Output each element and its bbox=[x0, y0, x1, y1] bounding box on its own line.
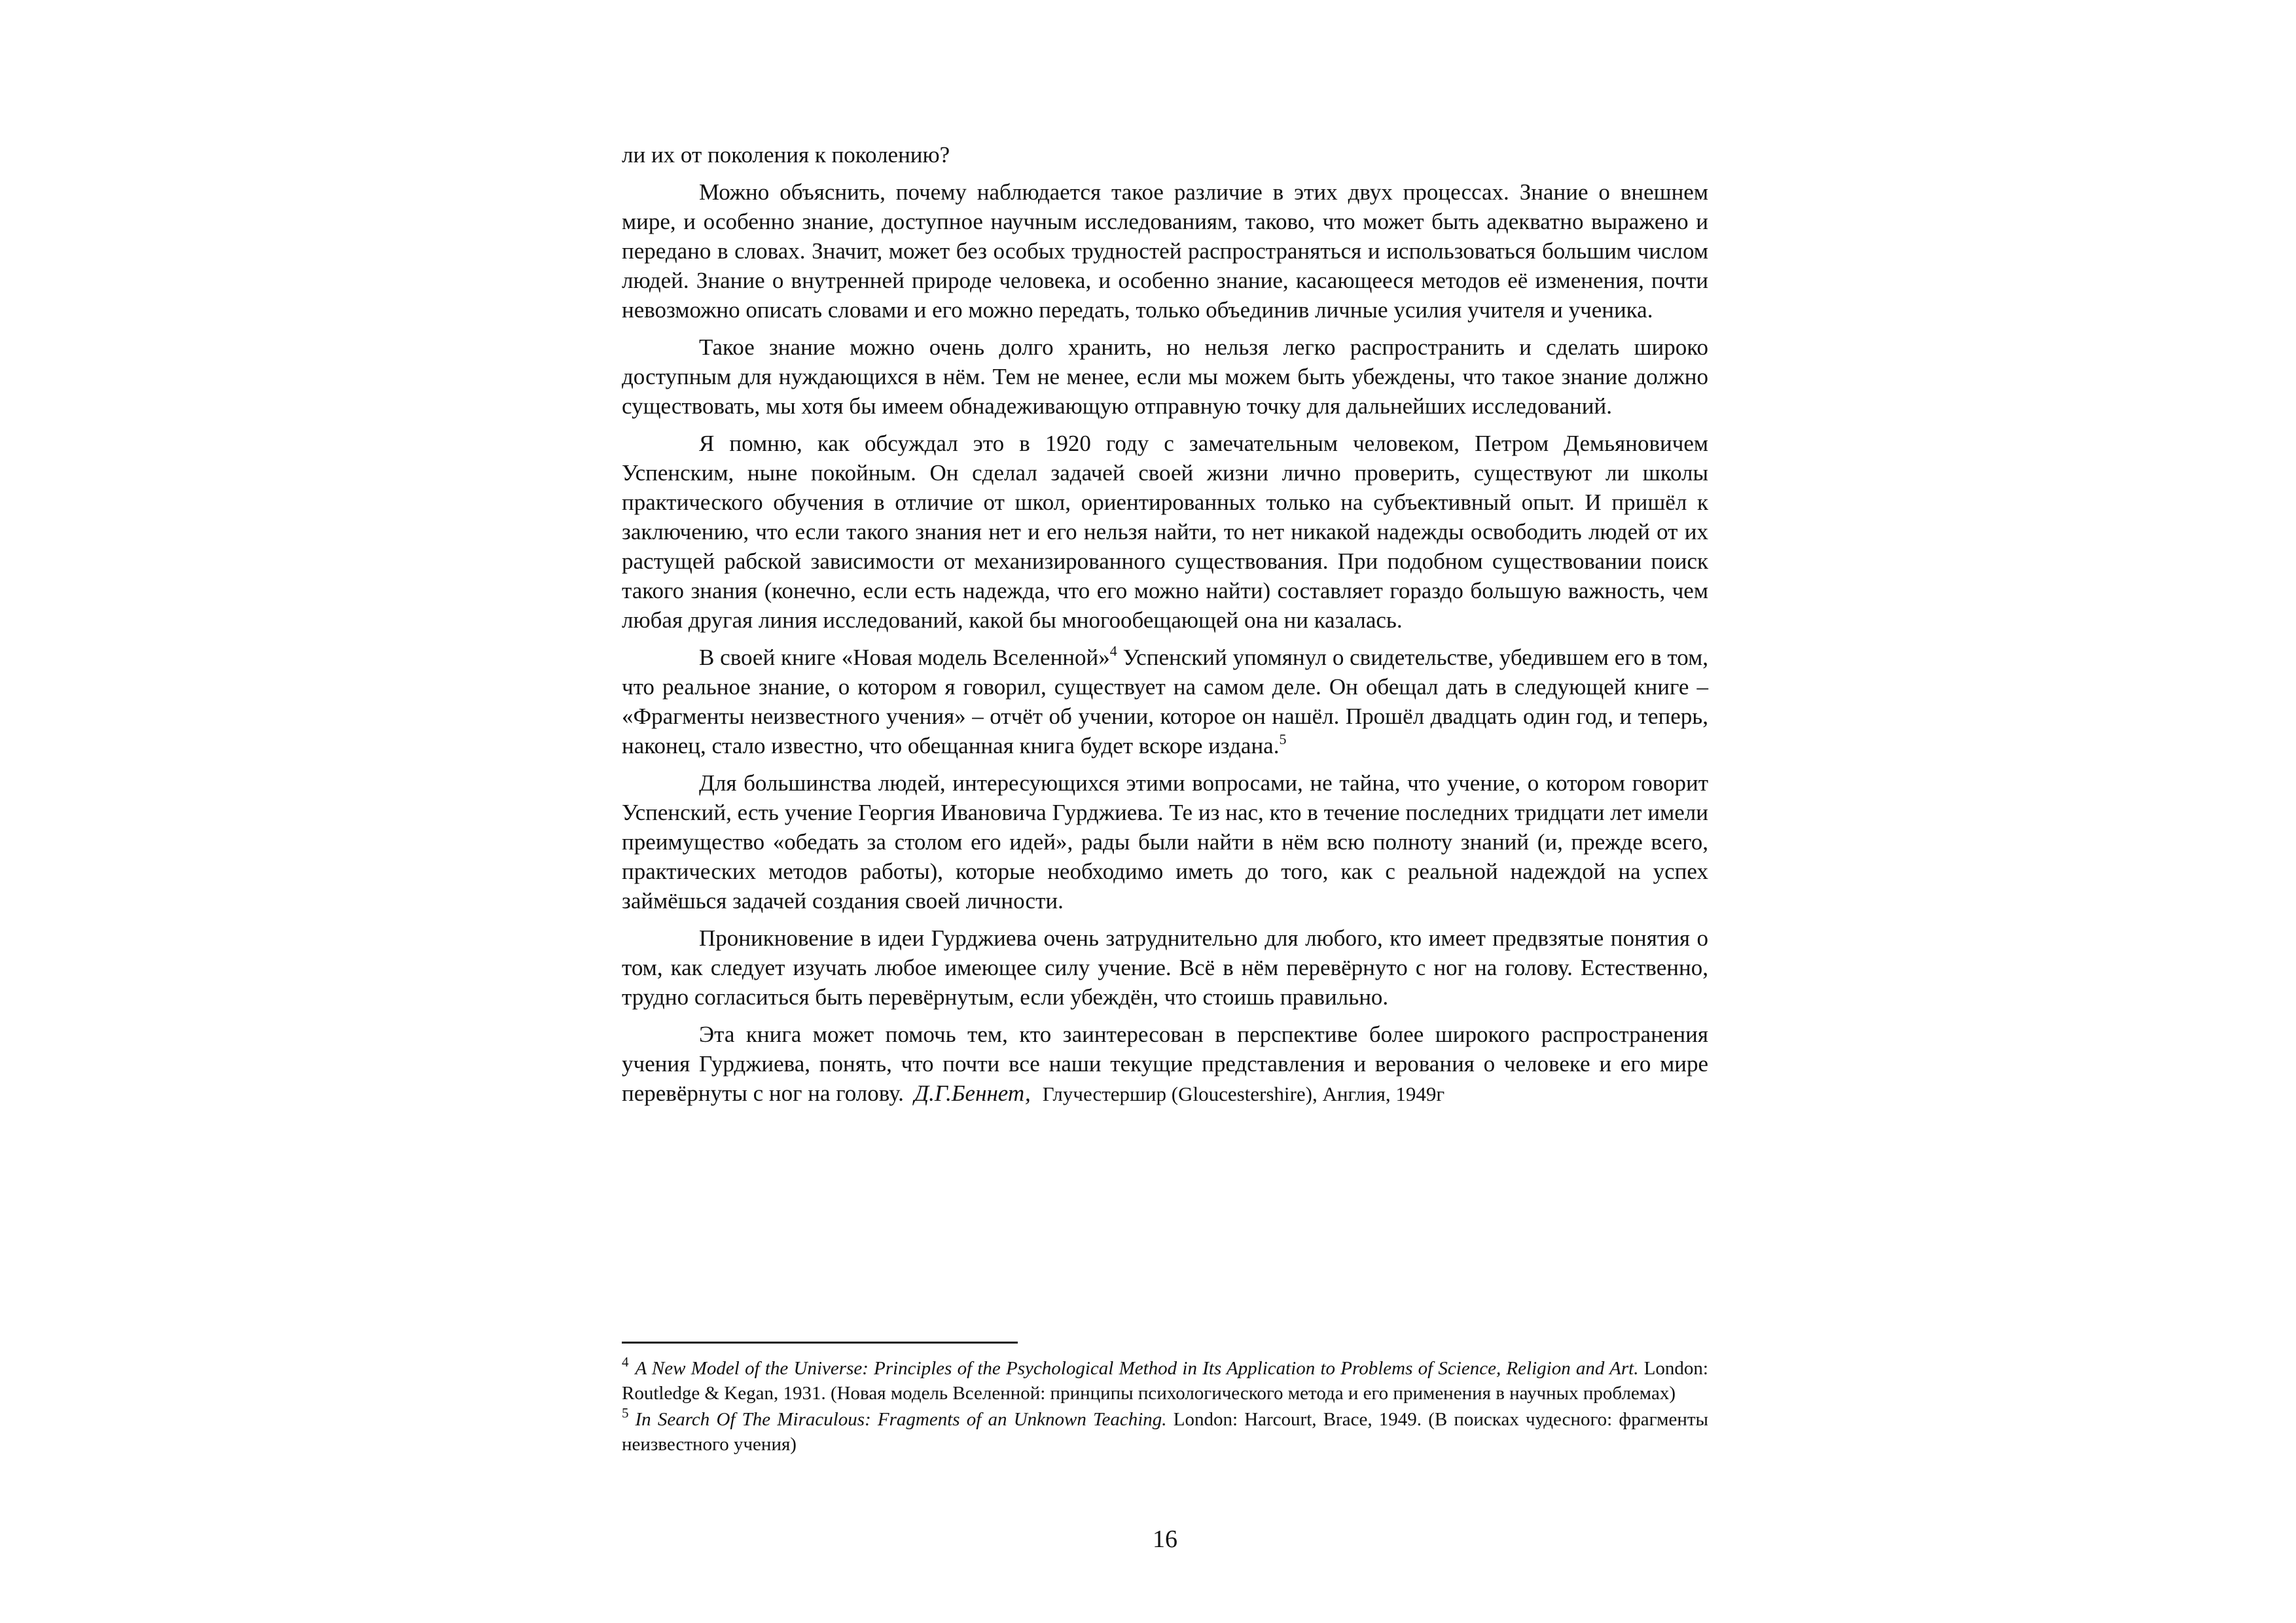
paragraph-1: ли их от поколения к поколению? bbox=[622, 142, 950, 168]
footnote-text: London: Harcourt, Brace, 1949. (В поисках чудесного: фрагменты неизвестного учения) bbox=[622, 1409, 1708, 1455]
footnote-text: London: Routledge & Kegan, 1931. (Новая модель Вселенной: принципы психологического метода и его применения в научных проблемах) bbox=[622, 1358, 1708, 1404]
paragraph-8 bbox=[622, 1020, 1708, 1109]
footnote-4 bbox=[622, 1356, 1708, 1406]
paragraph-4: Я помню, как обсуждал это в 1920 году с замечательным человеком, Петром Демьяновичем Успенским, ныне покойным. Он сделал задачей своей жизни лично проверить, существуют ли школы практического обучения в отличие от школ, ориентированных только на субъективный опыт. И пришёл к заключению, что если такого знания нет и его нельзя найти, то нет никакой надежды освободить людей от их растущей рабской зависимости от механизированного существования. При подобном существовании поиск такого знания (конечно, если есть надежда, что его можно найти) составляет гораздо большую важность, чем любая другая линия исследований, какой бы многообещающей она ни казалась. bbox=[622, 431, 1708, 633]
footnote-title: In Search Of The Miraculous: Fragments of an Unknown Teaching. bbox=[635, 1409, 1167, 1430]
signature-name: Д.Г.Беннет, bbox=[914, 1080, 1031, 1106]
paragraph-5-text-start: В своей книге «Новая модель Вселенной» bbox=[699, 645, 1110, 670]
paragraph-6: Для большинства людей, интересующихся этими вопросами, не тайна, что учение, о котором говорит Успенский, есть учение Георгия Ивановича Гурджиева. Те из нас, кто в течение последних тридцати лет имели преимущество «обедать за столом его идей», рады были найти в нём всю полноту знаний (и, прежде всего, практических методов работы), которые необходимо иметь до того, как с реальной надеждой на успех займёшься задачей создания своей личности. bbox=[622, 770, 1708, 914]
paragraph-5-text-end: Успенский упомянул о свидетельстве, убедившем его в том, что реальное знание, о котором я говорил, существует на самом деле. Он обещал дать в следующей книге – «Фрагменты неизвестного учения» – отчёт об учении, которое он нашёл. Прошёл двадцать один год, и теперь, наконец, стало известно, что обещанная книга будет вскоре издана. bbox=[622, 645, 1709, 758]
page-number: 16 bbox=[1153, 1525, 1177, 1553]
footnotes bbox=[622, 1356, 1708, 1458]
footnote-ref-5[interactable]: 5 bbox=[1279, 731, 1287, 747]
paragraph-3: Такое знание можно очень долго хранить, но нельзя легко распространить и сделать широко доступным для нуждающихся в нём. Тем не менее, если мы можем быть убеждены, что такое знание должно существовать, мы хотя бы имеем обнадеживающую отправную точку для дальнейших исследований. bbox=[622, 334, 1708, 419]
signature-place: Глучестершир (Gloucestershire), Англия, 1949г bbox=[1042, 1082, 1445, 1105]
footnote-separator bbox=[622, 1342, 1018, 1344]
footnote-ref-4[interactable]: 4 bbox=[1109, 643, 1117, 659]
footnote-5 bbox=[622, 1407, 1708, 1457]
main-text bbox=[622, 140, 1708, 1116]
footnote-title: A New Model of the Universe: Principles of the Psychological Method in Its Application to Problems of Science, Religion and Art. bbox=[635, 1358, 1639, 1379]
paragraph-5 bbox=[622, 643, 1708, 760]
footnote-number: 4 bbox=[622, 1354, 629, 1370]
footnote-number: 5 bbox=[622, 1405, 629, 1421]
paragraph-7: Проникновение в идеи Гурджиева очень затруднительно для любого, кто имеет предвзятые понятия о том, как следует изучать любое имеющее силу учение. Всё в нём перевёрнуто с ног на голову. Естественно, трудно согласиться быть перевёрнутым, если убеждён, что стоишь правильно. bbox=[622, 925, 1708, 1010]
paragraph-2: Можно объяснить, почему наблюдается такое различие в этих двух процессах. Знание о внешнем мире, и особенно знание, доступное научным исследованиям, таково, что может быть адекватно выражено и передано в словах. Значит, может без особых трудностей распространяться и использоваться большим числом людей. Знание о внутренней природе человека, и особенно знание, касающееся методов её изменения, почти невозможно описать словами и его можно передать, только объединив личные усилия учителя и ученика. bbox=[622, 179, 1708, 323]
paragraph-8-text: Эта книга может помочь тем, кто заинтересован в перспективе более широкого распространения учения Гурджиева, понять, что почти все наши текущие представления и верования о человеке и его мире перевёрнуты с ног на голову. bbox=[622, 1022, 1708, 1106]
